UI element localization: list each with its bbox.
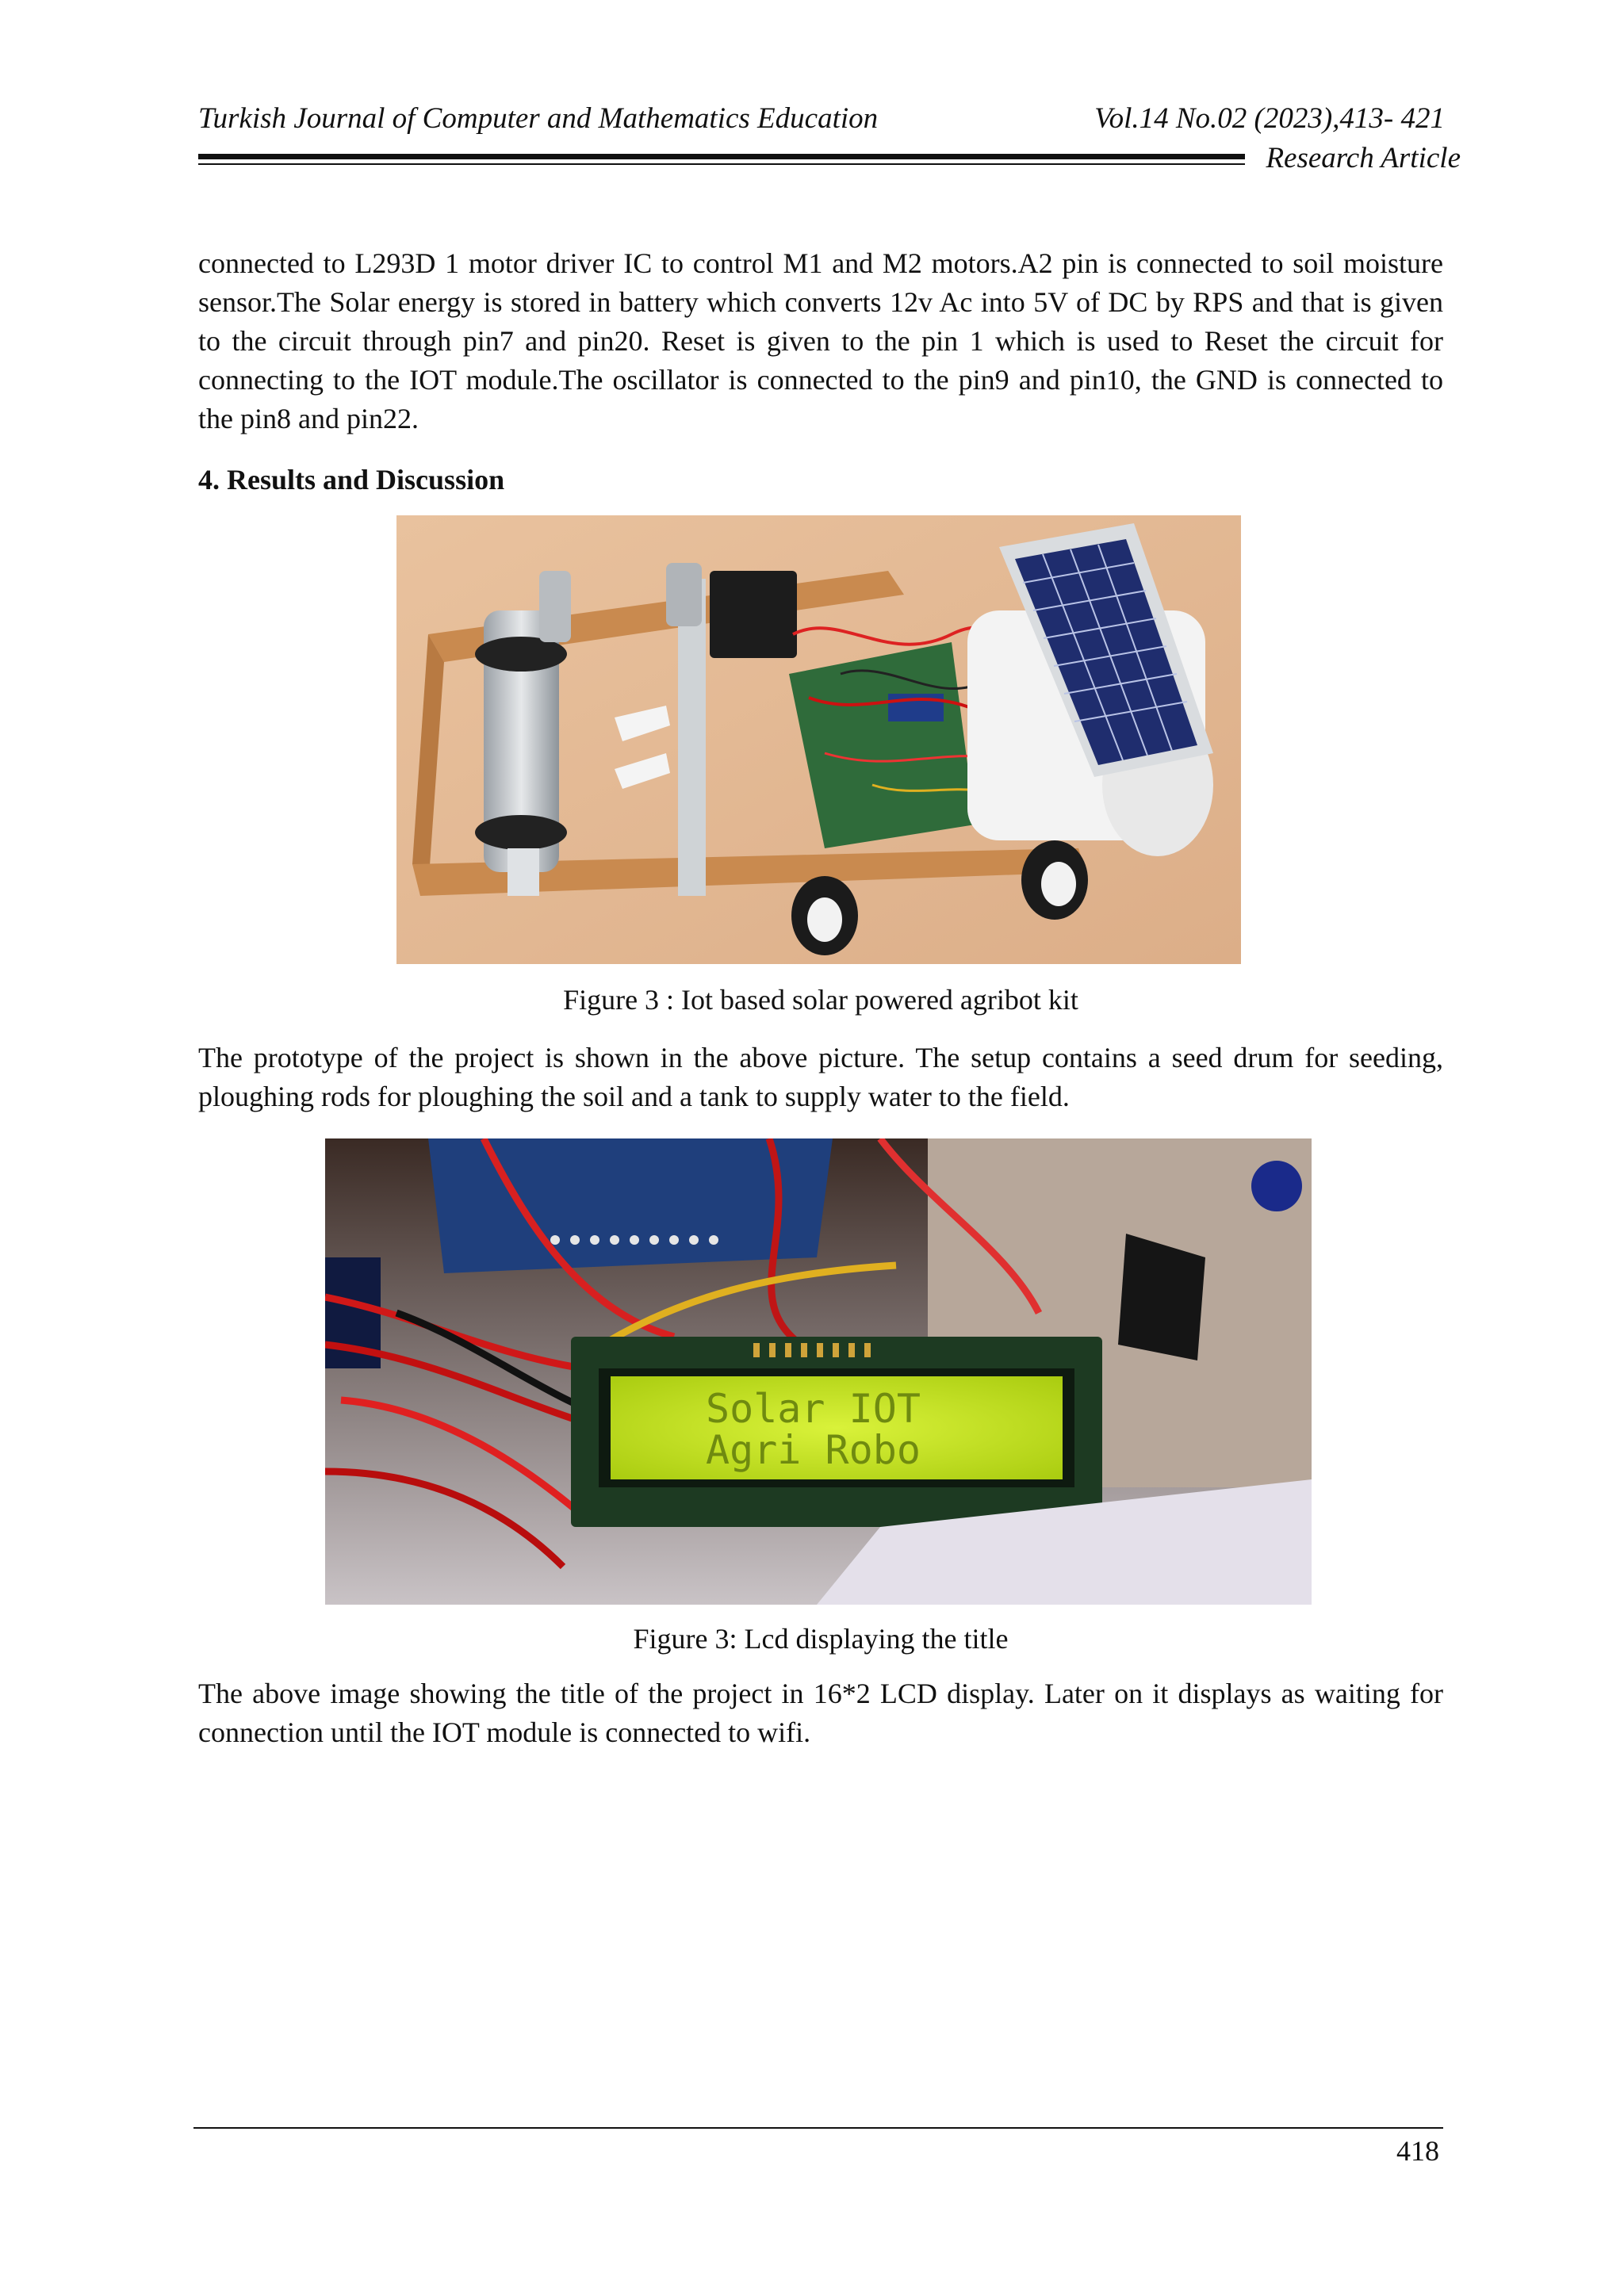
header-rule-thick xyxy=(198,154,1245,159)
figure-agribot-photo xyxy=(396,515,1241,964)
running-header xyxy=(198,101,1461,181)
header-rule-thin xyxy=(198,163,1245,165)
paragraph-prototype: The prototype of the project is shown in the above picture. The setup contains a seed drum for seeding, ploughing rods for ploughing the soil and a tank to supply water to the field. xyxy=(198,1042,1443,1112)
figure-caption-2: Figure 3: Lcd displaying the title xyxy=(633,1623,1009,1655)
figure-lcd-photo xyxy=(325,1138,1312,1605)
article-type: Research Article xyxy=(1266,142,1461,174)
footer-rule xyxy=(193,2127,1443,2129)
journal-volume: Vol.14 No.02 (2023),413- 421 xyxy=(1094,102,1445,135)
lcd-line-1: Solar IOT xyxy=(706,1386,921,1432)
paragraph-circuit-description: connected to L293D 1 motor driver IC to control M1 and M2 motors.A2 pin is connected to soil moisture sensor.The Solar energy is stored in battery which converts 12v Ac into 5V of DC by RPS and that is given to the circuit through pin7 and pin20. Reset is given to the pin 1 which is used to Reset the circuit for connecting to the IOT module.The oscillator is connected to the pin9 and pin10, the GND is connected to the pin8 and pin22. xyxy=(198,247,1443,434)
paragraph-lcd-description: The above image showing the title of the project in 16*2 LCD display. Later on it displays as waiting for connection until the IOT module is connected to wifi. xyxy=(198,1678,1443,1748)
lcd-line-2: Agri Robo xyxy=(706,1427,921,1473)
section-heading: 4. Results and Discussion xyxy=(198,464,505,496)
agribot-photo-image xyxy=(396,515,1241,964)
lcd-photo-image xyxy=(325,1138,1312,1605)
journal-title: Turkish Journal of Computer and Mathematics Education xyxy=(198,102,879,135)
figure-caption-1: Figure 3 : Iot based solar powered agribot kit xyxy=(563,984,1078,1016)
page-number: 418 xyxy=(1396,2135,1439,2167)
